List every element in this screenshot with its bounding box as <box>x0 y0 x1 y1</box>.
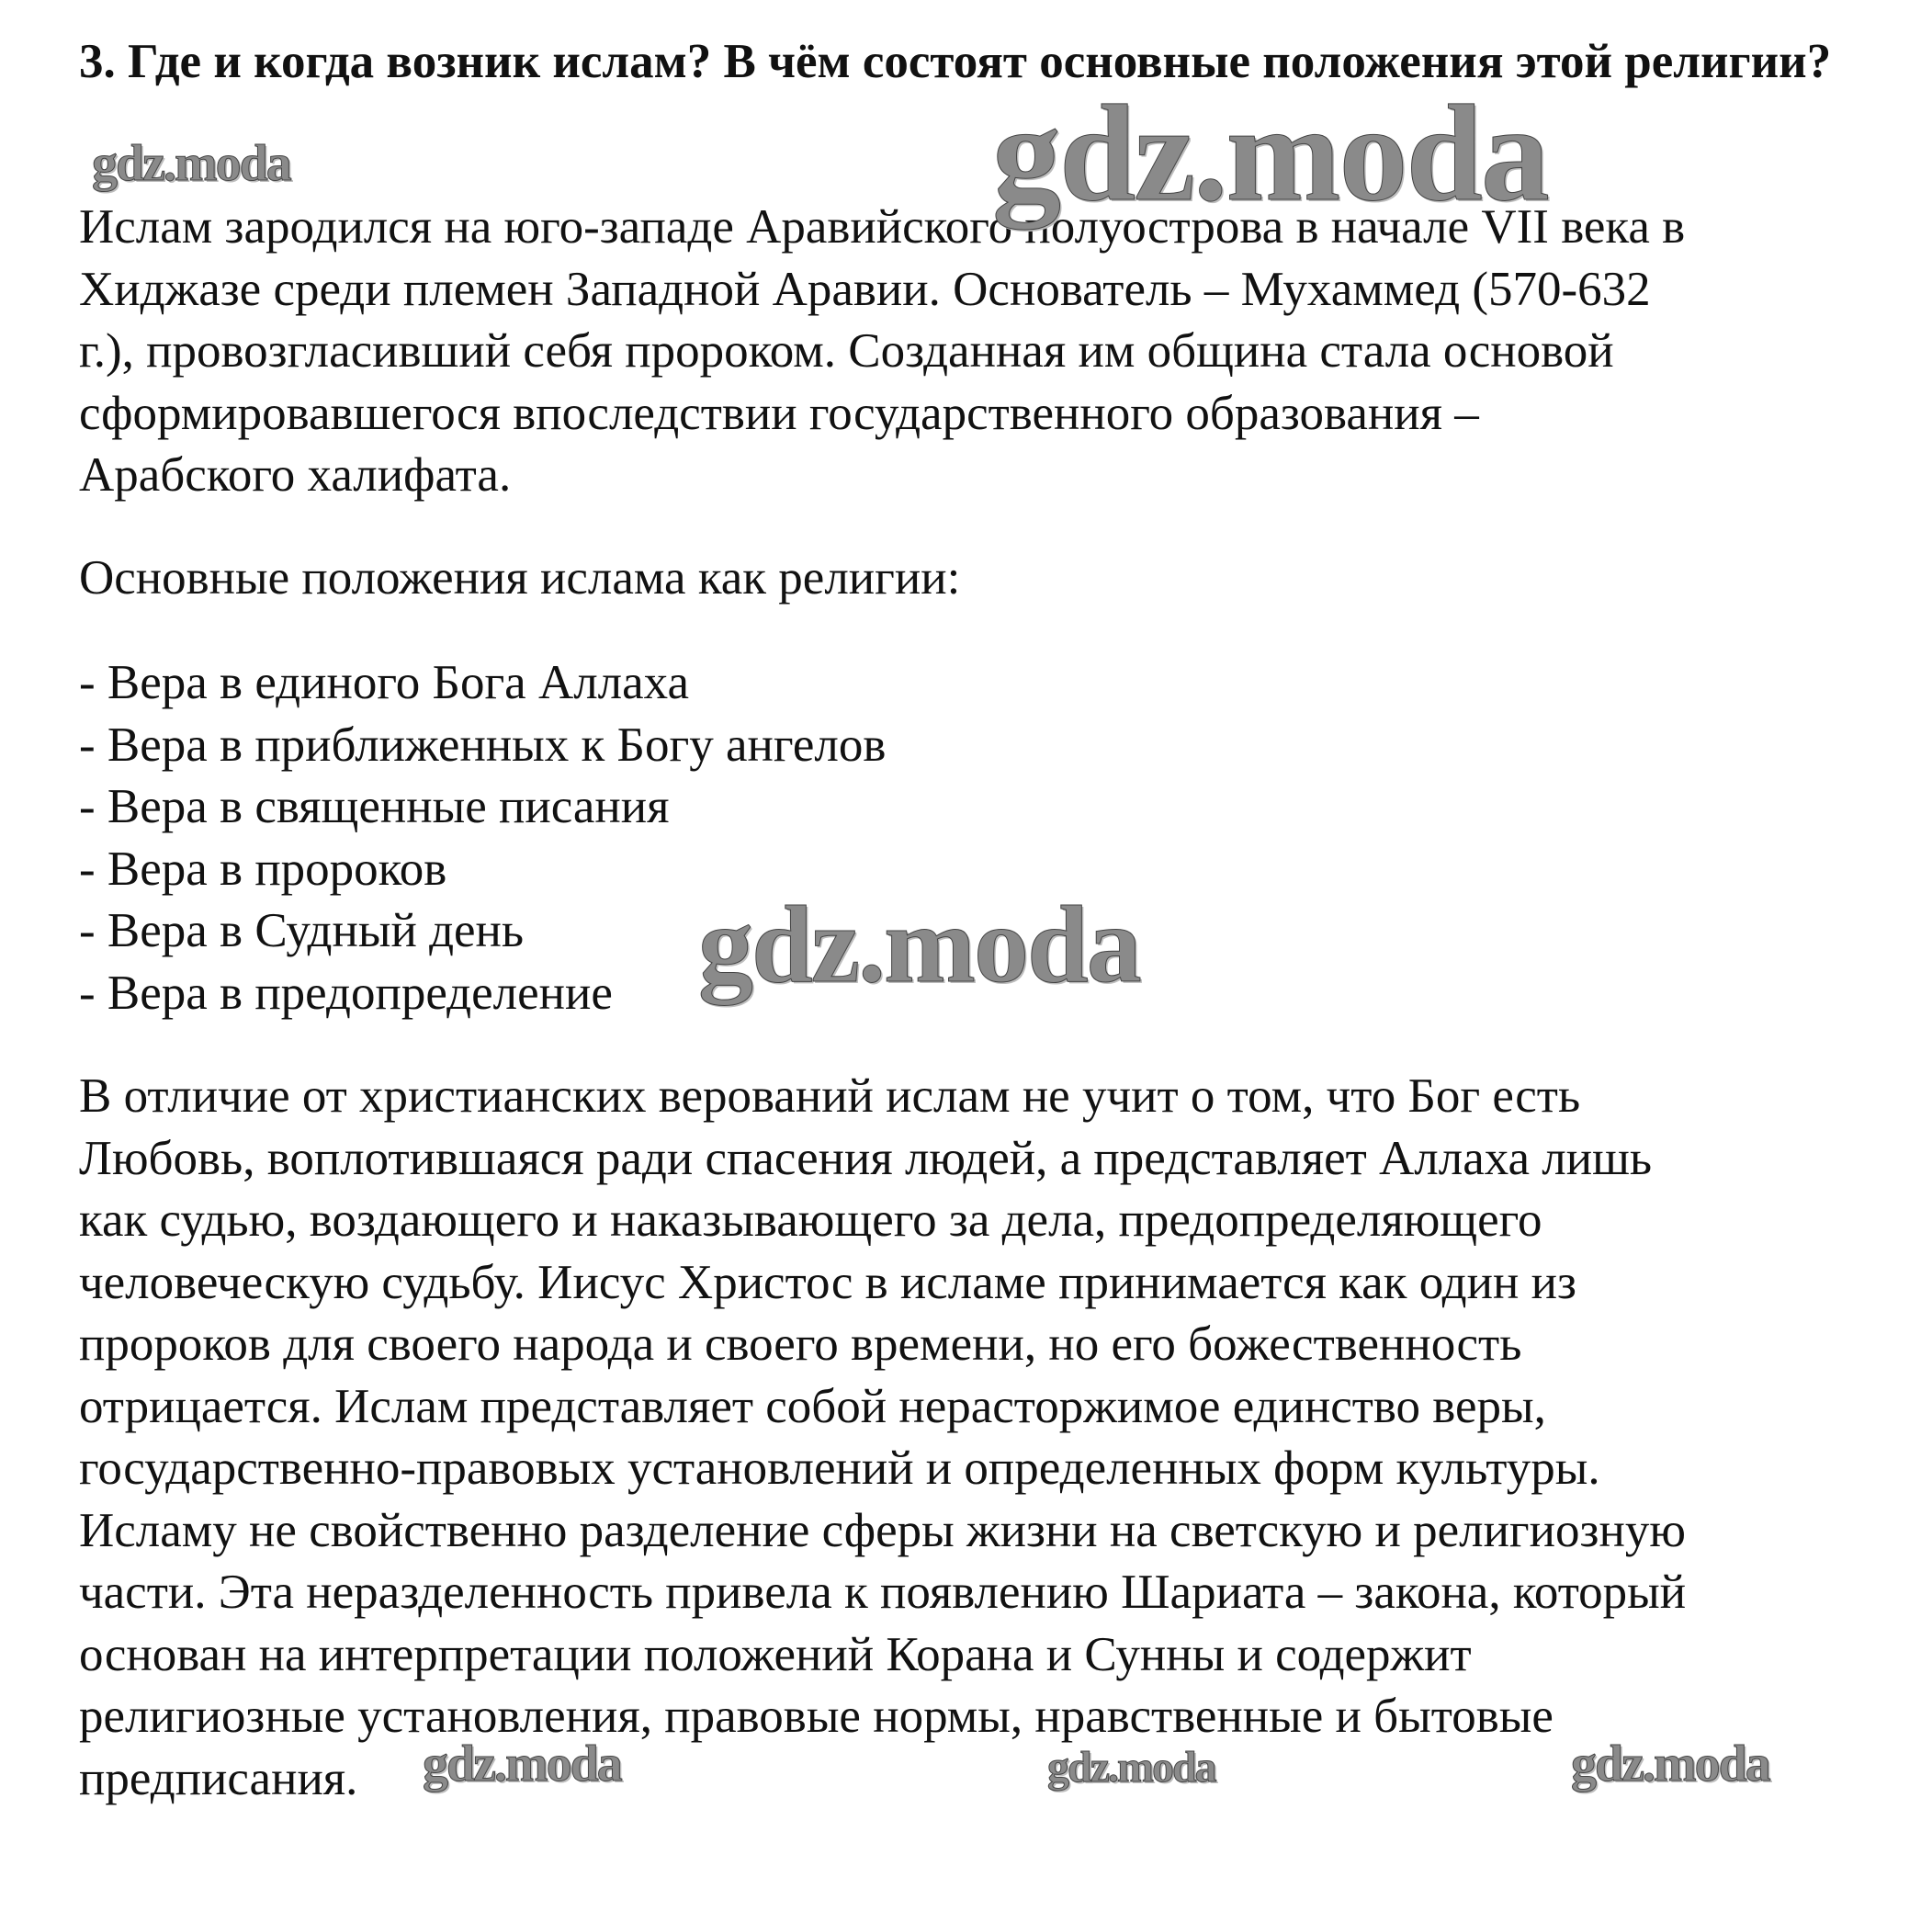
watermark: gdz.moda <box>423 1735 621 1792</box>
watermark: gdz.moda <box>1571 1735 1769 1792</box>
text-line: человеческую судьбу. Иисус Христос в исламе принимается как один из <box>79 1255 1576 1309</box>
watermark: gdz.moda <box>1047 1743 1215 1792</box>
question-title: 3. Где и когда возник ислам? В чём состоят основные положения этой религии? <box>79 35 1832 88</box>
intro-paragraph <box>79 197 1880 507</box>
text-line: Хиджазе среди племен Западной Аравии. Основатель – Мухаммед (570-632 <box>79 262 1651 316</box>
text-line: религиозные установления, правовые нормы, нравственные и бытовые <box>79 1690 1554 1743</box>
list-item: - Вера в Судный день <box>79 904 525 957</box>
text-line: как судью, воздающего и наказывающего за дела, предопределяющего <box>79 1193 1542 1247</box>
list-item: - Вера в пророков <box>79 842 447 896</box>
list-item: - Вера в приближенных к Богу ангелов <box>79 718 887 772</box>
text-line: г.), провозгласивший себя пророком. Созданная им община стала основой <box>79 324 1614 378</box>
watermark: gdz.moda <box>992 77 1548 230</box>
list-heading: Основные положения ислама как религии: <box>79 551 961 605</box>
text-line: части. Эта неразделенность привела к появлению Шариата – закона, который <box>79 1566 1687 1619</box>
text-line: государственно-правовых установлений и определенных форм культуры. <box>79 1442 1600 1495</box>
watermark: gdz.moda <box>698 883 1140 1005</box>
text-line: предписания. <box>79 1751 358 1805</box>
comparison-paragraph <box>79 1066 1880 1810</box>
list-item: - Вера в единого Бога Аллаха <box>79 656 689 709</box>
text-line: Любовь, воплотившаяся ради спасения людей, а представляет Аллаха лишь <box>79 1131 1653 1185</box>
text-line: отрицается. Ислам представляет собой нерасторжимое единство веры, <box>79 1379 1546 1433</box>
list-item: - Вера в священные писания <box>79 780 670 833</box>
watermark: gdz.moda <box>92 135 290 192</box>
text-line: Ислам зародился на юго-западе Аравийского полуострова в начале VII века в <box>79 200 1686 254</box>
list-item: - Вера в предопределение <box>79 966 613 1020</box>
text-line: В отличие от христианских верований ислам не учит о том, что Бог есть <box>79 1069 1581 1123</box>
text-line: пророков для своего народа и своего времени, но его божественность <box>79 1317 1522 1371</box>
text-line: Исламу не свойственно разделение сферы жизни на светскую и религиозную <box>79 1503 1686 1557</box>
text-line: Арабского халифата. <box>79 448 512 502</box>
text-line: сформировавшегося впоследствии государственного образования – <box>79 386 1479 440</box>
text-line: основан на интерпретации положений Корана и Сунны и содержит <box>79 1627 1472 1681</box>
